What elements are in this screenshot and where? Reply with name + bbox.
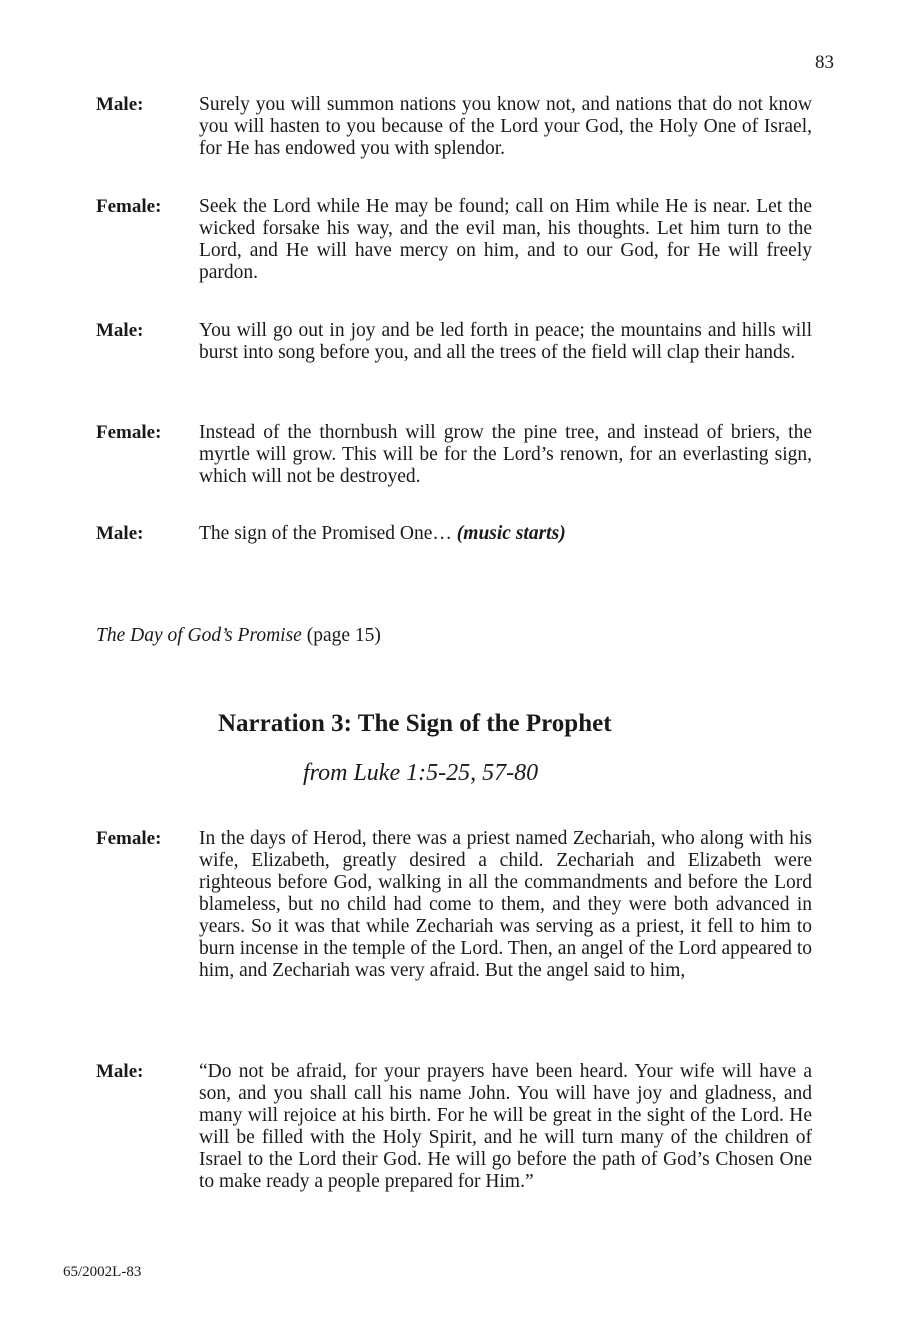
dialogue-block [96,828,812,982]
dialogue-block [96,94,812,160]
page-number: 83 [815,52,834,73]
speaker-label: Male: [96,94,144,115]
speech-text: Surely you will summon nations you know not, and nations that do not know you will hasten to you because of the Lord your God, the Holy One of Israel, for He has endowed you with splendor. [199,94,812,159]
dialogue-block [96,196,812,284]
section-title: Narration 3: The Sign of the Prophet [218,710,612,737]
footer-code: 65/2002L-83 [63,1264,142,1280]
speech-text: Instead of the thornbush will grow the pine tree, and instead of briers, the myrtle will grow. This will be for the Lord’s renown, for an everlasting sign, which will not be destroyed. [199,422,812,487]
speech-text: You will go out in joy and be led forth in peace; the mountains and hills will burst into song before you, and all the trees of the field will clap their hands. [199,320,812,363]
speaker-label: Female: [96,422,162,443]
speaker-label: Female: [96,828,162,849]
speaker-label: Male: [96,523,144,544]
speaker-label: Male: [96,320,144,341]
speech-text: Seek the Lord while He may be found; call on Him while He is near. Let the wicked forsake his way, and the evil man, his thoughts. Let him turn to the Lord, and He will have mercy on him, and to our God, for He will freely pardon. [199,196,812,283]
song-page: (page 15) [301,625,381,646]
music-cue: (music starts) [456,523,566,544]
speaker-label: Female: [96,196,162,217]
dialogue-block [96,320,812,364]
dialogue-block [96,523,812,545]
speaker-label: Male: [96,1061,144,1082]
speech-text: “Do not be afraid, for your prayers have been heard. Your wife will have a son, and you shall call his name John. You will have joy and gladness, and many will rejoice at his birth. For he will be great in the sight of the Lord. He will be filled with the Holy Spirit, and he will turn many of the children of Israel to the Lord their God. He will go before the path of God’s Chosen One to make ready a people prepared for Him.” [199,1061,812,1192]
section-subtitle: from Luke 1:5-25, 57-80 [303,760,539,786]
dialogue-block [96,1061,812,1193]
song-title: The Day of God’s Promise [96,625,302,646]
speech-text: In the days of Herod, there was a priest named Zechariah, who along with his wife, Elizabeth, greatly desired a child. Zechariah and Elizabeth were righteous before God, walking in all the commandments and before the Lord blameless, but no child had come to them, and they were both advanced in years. So it was that while Zechariah was serving as a priest, it fell to him to burn incense in the temple of the Lord. Then, an angel of the Lord appeared to him, and Zechariah was very afraid. But the angel said to him, [199,828,812,981]
speech-text [199,523,812,545]
dialogue-block [96,422,812,488]
speech-text-line: The sign of the Promised One… [199,523,457,544]
song-reference [96,625,381,647]
